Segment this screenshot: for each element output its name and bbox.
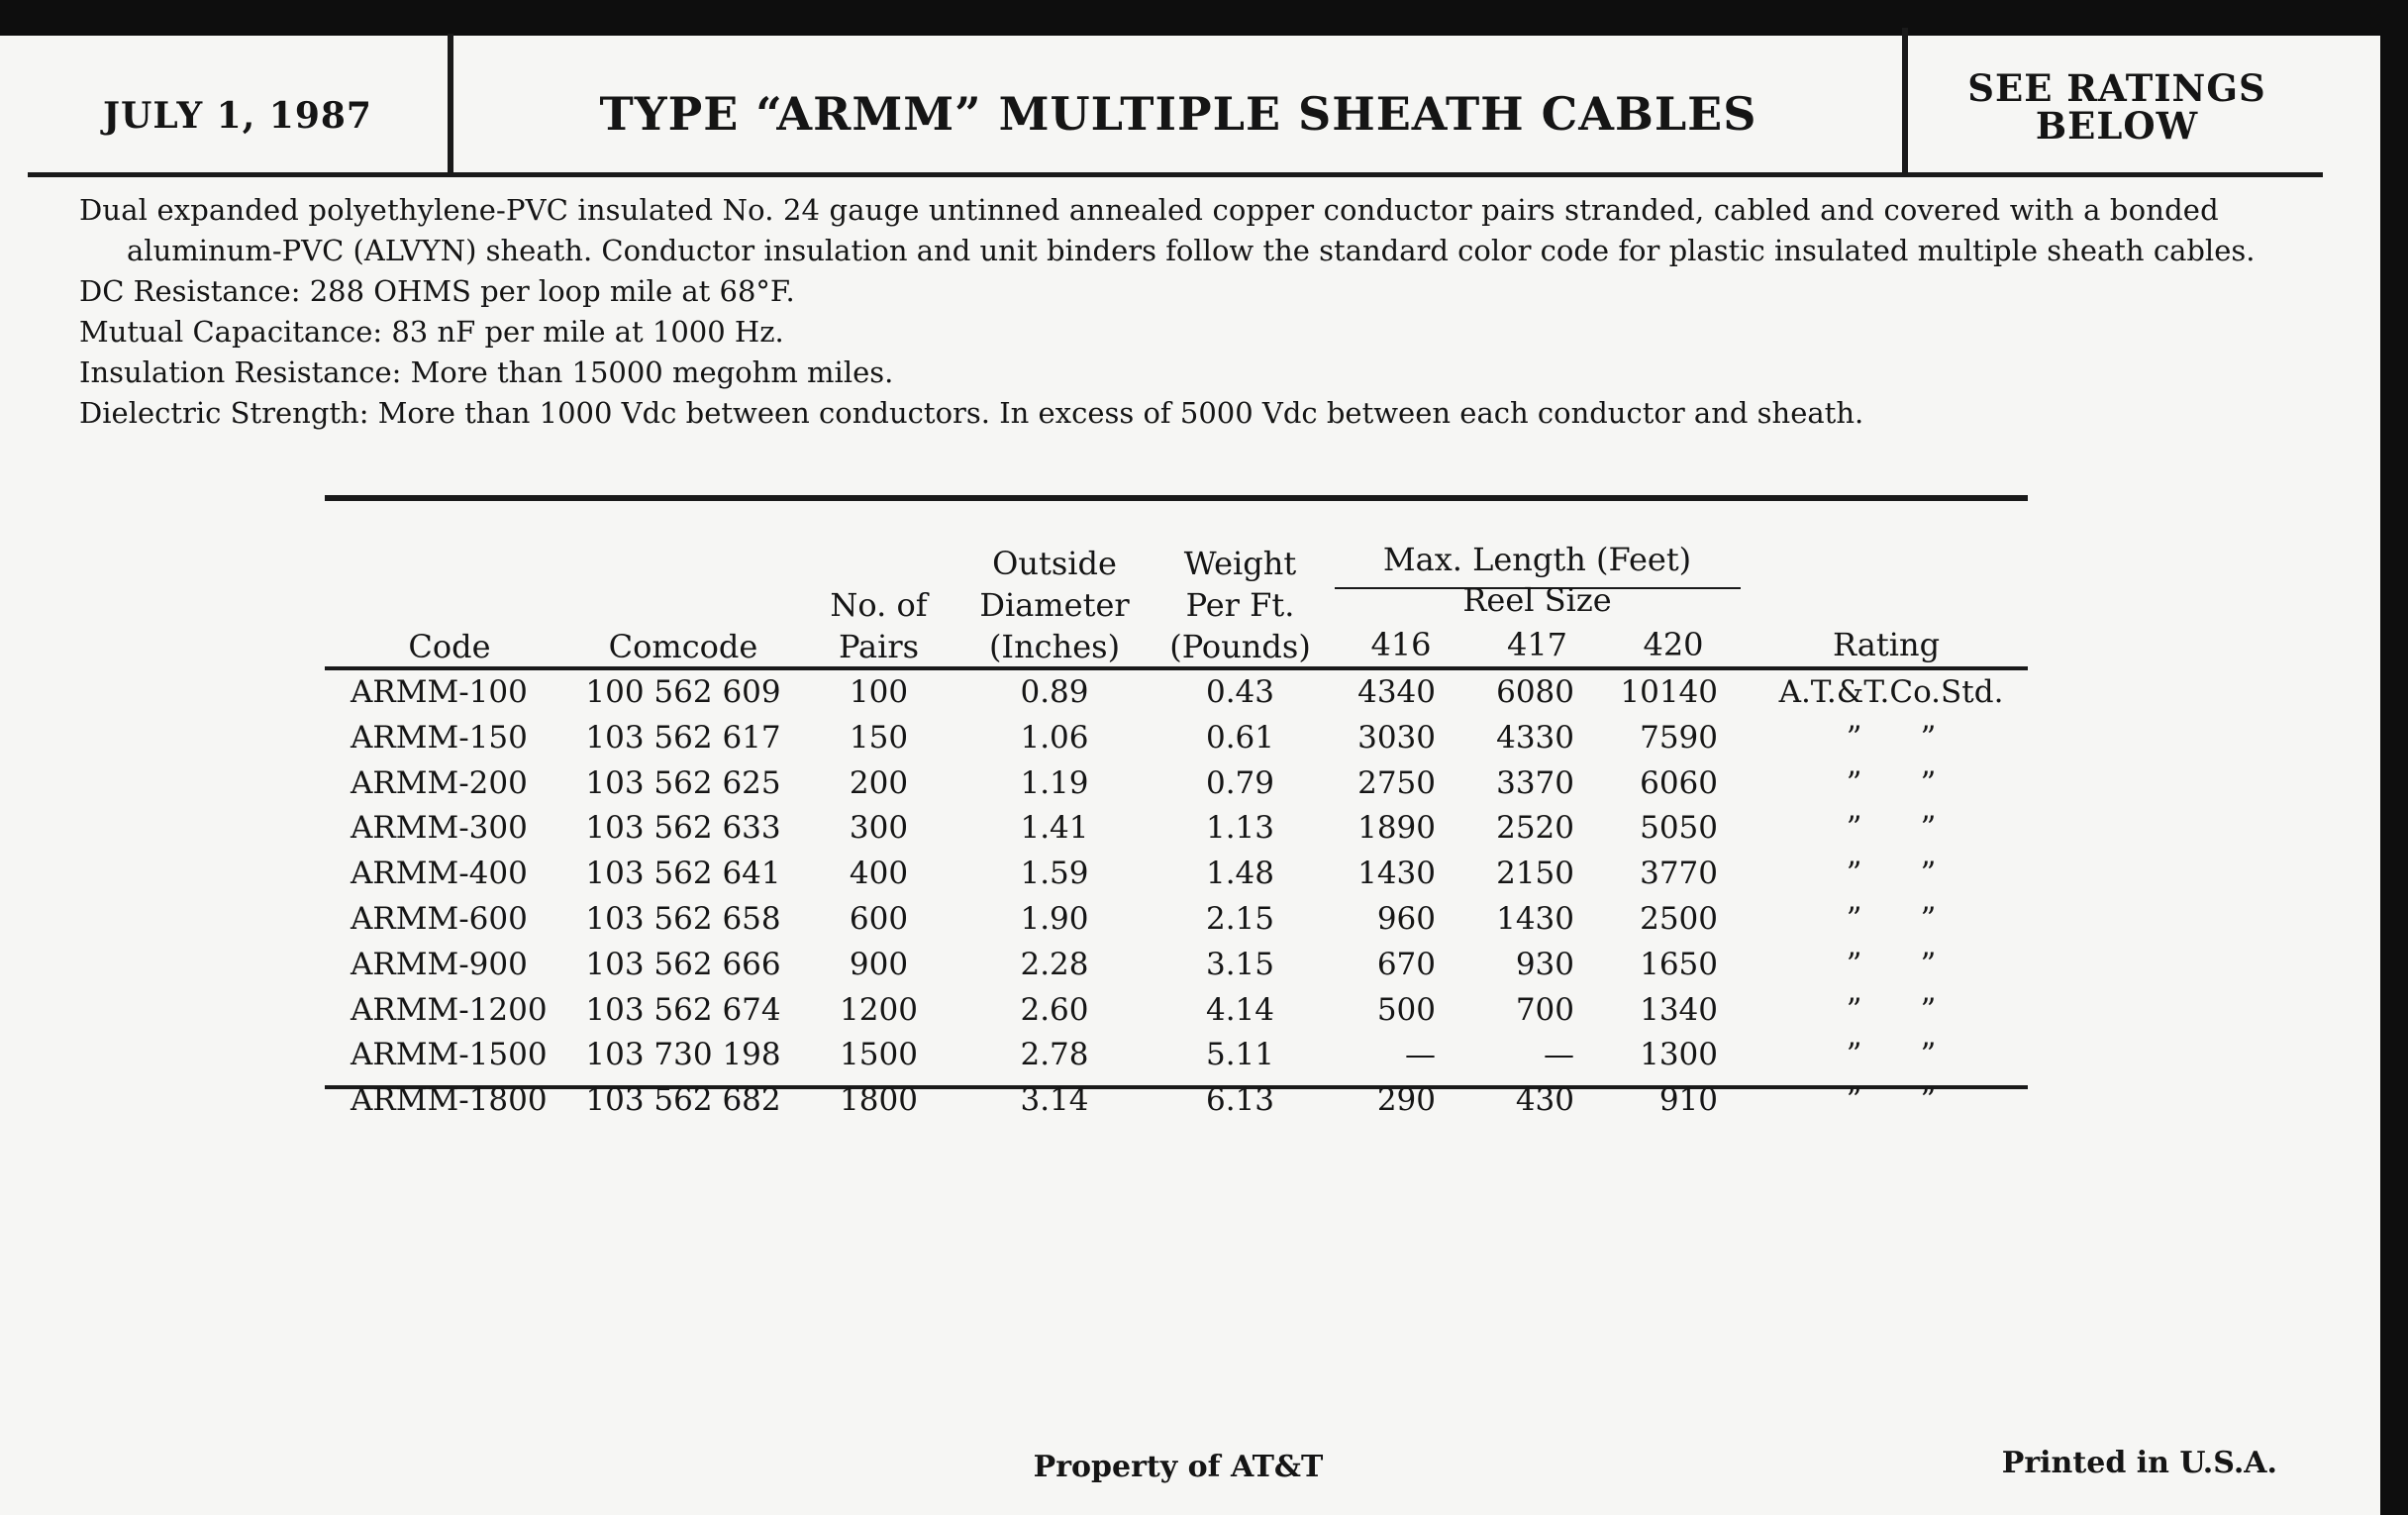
cell-r417: 6080 xyxy=(1496,674,1574,710)
header-date: JULY 1, 1987 xyxy=(103,95,372,137)
cell-pairs: 600 xyxy=(849,901,909,937)
cell-r420: 1300 xyxy=(1640,1037,1718,1073)
footer-property: Property of AT&T xyxy=(1033,1450,1324,1484)
table-row xyxy=(0,1032,2408,1077)
cell-comcode: 103 562 666 xyxy=(585,946,781,982)
cell-pairs: 300 xyxy=(849,810,909,847)
cell-r416: 3030 xyxy=(1357,719,1436,756)
cell-code: ARMM-400 xyxy=(351,856,528,892)
cell-comcode: 103 562 674 xyxy=(585,991,781,1028)
cell-r420: 10140 xyxy=(1620,674,1718,710)
cell-rating: ” ” xyxy=(1846,856,1937,892)
cell-r420: 6060 xyxy=(1640,764,1718,801)
cell-rating: A.T.&T.Co.Std. xyxy=(1778,674,2004,710)
cell-od: 1.59 xyxy=(1020,856,1089,892)
cell-pairs: 200 xyxy=(849,764,909,801)
cell-r420: 2500 xyxy=(1640,901,1718,937)
cell-pairs: 1200 xyxy=(840,991,918,1028)
table-row xyxy=(0,669,2408,715)
cell-r417: 3370 xyxy=(1496,764,1574,801)
cell-code: ARMM-1500 xyxy=(351,1037,548,1073)
header-ratings-note xyxy=(1909,66,2325,148)
insulation-resistance: Insulation Resistance: More than 15000 megohm miles. xyxy=(79,355,894,389)
col-header-od-1: Outside xyxy=(992,545,1117,582)
col-header-weight-1: Weight xyxy=(1183,545,1297,582)
cell-r420: 7590 xyxy=(1640,719,1718,756)
cell-wt: 0.79 xyxy=(1205,764,1275,801)
cell-code: ARMM-150 xyxy=(351,719,528,756)
cell-rating: ” ” xyxy=(1846,991,1937,1028)
cell-r420: 910 xyxy=(1658,1082,1718,1119)
header-divider-right xyxy=(1902,28,1908,176)
col-header-weight-3: (Pounds) xyxy=(1169,628,1311,665)
cell-comcode: 103 730 198 xyxy=(585,1037,781,1073)
table-row xyxy=(0,715,2408,760)
cell-r420: 3770 xyxy=(1640,856,1718,892)
cell-rating: ” ” xyxy=(1846,901,1937,937)
cell-comcode: 103 562 682 xyxy=(585,1082,781,1119)
table-row xyxy=(0,896,2408,942)
cell-r416: 290 xyxy=(1376,1082,1436,1119)
table-row xyxy=(0,851,2408,896)
cell-code: ARMM-1800 xyxy=(351,1082,548,1119)
col-header-pairs-1: No. of xyxy=(830,586,928,624)
dc-resistance: DC Resistance: 288 OHMS per loop mile at 68°F. xyxy=(79,274,795,308)
page-title: TYPE “ARMM” MULTIPLE SHEATH CABLES xyxy=(599,87,1757,141)
cell-code: ARMM-1200 xyxy=(351,991,548,1028)
cell-comcode: 103 562 658 xyxy=(585,901,781,937)
cell-rating: ” ” xyxy=(1846,946,1937,982)
cell-r417: — xyxy=(1544,1037,1574,1073)
col-header-reel-417: 417 xyxy=(1506,626,1568,663)
table-row xyxy=(0,1077,2408,1123)
cell-code: ARMM-600 xyxy=(351,901,528,937)
cell-pairs: 900 xyxy=(849,946,909,982)
table-top-rule xyxy=(325,495,2028,501)
cell-r417: 700 xyxy=(1515,991,1574,1028)
cell-r416: 1890 xyxy=(1357,810,1436,847)
cell-r416: 1430 xyxy=(1357,856,1436,892)
cell-r417: 930 xyxy=(1515,946,1574,982)
cell-r417: 1430 xyxy=(1496,901,1574,937)
col-header-od-2: Diameter xyxy=(979,586,1130,624)
cell-r417: 2150 xyxy=(1496,856,1574,892)
desc-line-2: aluminum-PVC (ALVYN) sheath. Conductor insulation and unit binders follow the standard color code for plastic insulated multiple sheath cables. xyxy=(127,234,2256,267)
cell-comcode: 103 562 641 xyxy=(585,856,781,892)
cell-pairs: 100 xyxy=(849,674,909,710)
dielectric-strength: Dielectric Strength: More than 1000 Vdc between conductors. In excess of 5000 Vdc between each conductor and sheath. xyxy=(79,396,1864,430)
table-row xyxy=(0,760,2408,806)
desc-line-1: Dual expanded polyethylene-PVC insulated No. 24 gauge untinned annealed copper conductor pairs stranded, cabled and covered with a bonded xyxy=(79,193,2219,227)
cell-code: ARMM-200 xyxy=(351,764,528,801)
cell-code: ARMM-300 xyxy=(351,810,528,847)
cell-od: 2.78 xyxy=(1020,1037,1089,1073)
cell-r416: 960 xyxy=(1376,901,1436,937)
cell-comcode: 103 562 617 xyxy=(585,719,781,756)
cell-r416: 4340 xyxy=(1357,674,1436,710)
cell-r420: 1340 xyxy=(1640,991,1718,1028)
cell-r417: 4330 xyxy=(1496,719,1574,756)
cell-rating: ” ” xyxy=(1846,1082,1937,1119)
cell-code: ARMM-100 xyxy=(351,674,528,710)
cell-wt: 3.15 xyxy=(1205,946,1275,982)
cell-od: 1.41 xyxy=(1020,810,1089,847)
cell-wt: 2.15 xyxy=(1205,901,1275,937)
col-header-pairs-2: Pairs xyxy=(838,628,920,665)
cell-pairs: 150 xyxy=(849,719,909,756)
cell-od: 1.19 xyxy=(1020,764,1089,801)
col-header-rating: Rating xyxy=(1832,626,1941,663)
cell-od: 1.90 xyxy=(1020,901,1089,937)
description xyxy=(79,190,2277,434)
cell-comcode: 100 562 609 xyxy=(585,674,781,710)
cell-wt: 1.13 xyxy=(1205,810,1275,847)
table-row xyxy=(0,805,2408,851)
col-header-reel-size: Reel Size xyxy=(1462,581,1612,619)
cell-wt: 0.61 xyxy=(1205,719,1275,756)
cell-wt: 0.43 xyxy=(1205,674,1275,710)
ratings-line-1: SEE RATINGS xyxy=(1967,66,2266,110)
cell-r420: 1650 xyxy=(1640,946,1718,982)
cell-r417: 2520 xyxy=(1496,810,1574,847)
cell-wt: 1.48 xyxy=(1205,856,1275,892)
cell-comcode: 103 562 625 xyxy=(585,764,781,801)
cell-r416: 670 xyxy=(1376,946,1436,982)
col-header-comcode: Comcode xyxy=(608,628,758,665)
ratings-line-2: BELOW xyxy=(2035,104,2199,148)
cell-pairs: 1500 xyxy=(840,1037,918,1073)
cell-rating: ” ” xyxy=(1846,810,1937,847)
cell-rating: ” ” xyxy=(1846,719,1937,756)
cell-od: 2.60 xyxy=(1020,991,1089,1028)
footer-printed: Printed in U.S.A. xyxy=(2001,1446,2277,1480)
cell-r416: — xyxy=(1405,1037,1436,1073)
table-row xyxy=(0,987,2408,1033)
header-rule xyxy=(28,172,2323,177)
col-header-weight-2: Per Ft. xyxy=(1185,586,1295,624)
col-header-od-3: (Inches) xyxy=(988,628,1121,665)
cell-od: 2.28 xyxy=(1020,946,1089,982)
cell-rating: ” ” xyxy=(1846,764,1937,801)
mutual-capacitance: Mutual Capacitance: 83 nF per mile at 1000 Hz. xyxy=(79,315,784,349)
col-header-reel-416: 416 xyxy=(1370,626,1432,663)
cell-r417: 430 xyxy=(1515,1082,1574,1119)
header-divider-left xyxy=(448,34,453,176)
cell-wt: 5.11 xyxy=(1205,1037,1275,1073)
cell-r416: 500 xyxy=(1376,991,1436,1028)
cell-wt: 6.13 xyxy=(1205,1082,1275,1119)
cell-od: 3.14 xyxy=(1020,1082,1089,1119)
cell-rating: ” ” xyxy=(1846,1037,1937,1073)
cell-r420: 5050 xyxy=(1640,810,1718,847)
cell-od: 0.89 xyxy=(1020,674,1089,710)
cell-code: ARMM-900 xyxy=(351,946,528,982)
col-header-code: Code xyxy=(408,628,491,665)
cell-pairs: 400 xyxy=(849,856,909,892)
cell-wt: 4.14 xyxy=(1205,991,1275,1028)
col-header-reel-420: 420 xyxy=(1643,626,1704,663)
table-row xyxy=(0,942,2408,987)
col-header-max-length: Max. Length (Feet) xyxy=(1382,541,1692,578)
cell-pairs: 1800 xyxy=(840,1082,918,1119)
cell-od: 1.06 xyxy=(1020,719,1089,756)
cell-comcode: 103 562 633 xyxy=(585,810,781,847)
cell-r416: 2750 xyxy=(1357,764,1436,801)
